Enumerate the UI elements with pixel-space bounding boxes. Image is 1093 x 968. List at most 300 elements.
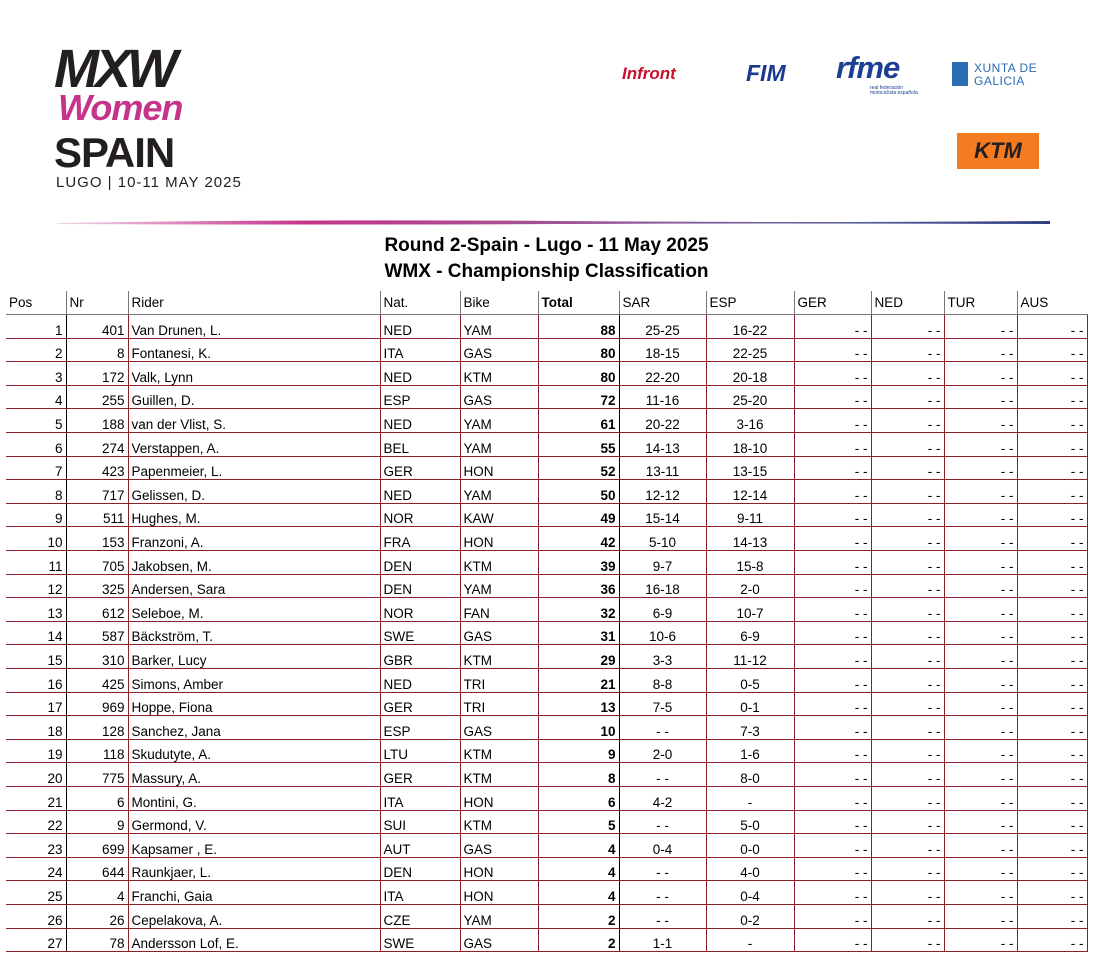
nr-cell: 310 (66, 645, 128, 669)
infront-logo: Infront (622, 64, 676, 83)
nat-cell: NED (380, 362, 460, 386)
nr-cell: 612 (66, 598, 128, 622)
esp-cell: 12-14 (706, 480, 794, 504)
pos-cell: 5 (6, 409, 66, 433)
ger-cell: - - (794, 881, 871, 905)
sar-cell: 12-12 (619, 480, 706, 504)
aus-cell: - - (1017, 598, 1087, 622)
ger-cell: - - (794, 763, 871, 787)
tur-cell: - - (944, 904, 1017, 928)
sar-cell: 15-14 (619, 503, 706, 527)
ger-cell: - - (794, 315, 871, 339)
nr-cell: 255 (66, 385, 128, 409)
sar-cell: 20-22 (619, 409, 706, 433)
bike-cell: KTM (460, 362, 538, 386)
nr-cell: 118 (66, 739, 128, 763)
nat-cell: LTU (380, 739, 460, 763)
rider-cell: Bäckström, T. (128, 621, 380, 645)
total-cell: 80 (538, 362, 619, 386)
ger-cell: - - (794, 810, 871, 834)
ned-cell: - - (871, 739, 944, 763)
aus-cell: - - (1017, 645, 1087, 669)
esp-cell: 6-9 (706, 621, 794, 645)
esp-cell: 20-18 (706, 362, 794, 386)
col-pos: Pos (6, 291, 66, 315)
col-aus: AUS (1017, 291, 1087, 315)
sar-cell: 10-6 (619, 621, 706, 645)
ned-cell: - - (871, 503, 944, 527)
tur-cell: - - (944, 503, 1017, 527)
table-row (6, 763, 1087, 787)
bike-cell: YAM (460, 904, 538, 928)
pos-cell: 17 (6, 692, 66, 716)
esp-cell: 0-5 (706, 669, 794, 693)
nat-cell: ESP (380, 716, 460, 740)
ned-cell: - - (871, 904, 944, 928)
bike-cell: HON (460, 786, 538, 810)
bike-cell: KAW (460, 503, 538, 527)
table-row (6, 527, 1087, 551)
ned-cell: - - (871, 574, 944, 598)
ned-cell: - - (871, 598, 944, 622)
ned-cell: - - (871, 527, 944, 551)
nr-cell: 423 (66, 456, 128, 480)
bike-cell: HON (460, 527, 538, 551)
table-row (6, 598, 1087, 622)
logo-women: Women (58, 87, 183, 128)
nr-cell: 325 (66, 574, 128, 598)
nat-cell: NED (380, 315, 460, 339)
ger-cell: - - (794, 786, 871, 810)
esp-cell: 10-7 (706, 598, 794, 622)
ned-cell: - - (871, 786, 944, 810)
nr-cell: 401 (66, 315, 128, 339)
aus-cell: - - (1017, 669, 1087, 693)
total-cell: 8 (538, 763, 619, 787)
table-row (6, 810, 1087, 834)
nr-cell: 274 (66, 433, 128, 457)
rider-cell: Van Drunen, L. (128, 315, 380, 339)
total-cell: 29 (538, 645, 619, 669)
event-logo (54, 40, 314, 200)
total-cell: 4 (538, 834, 619, 858)
classification-title: WMX - Championship Classification (384, 261, 709, 282)
header-stripe (57, 218, 1050, 226)
ned-cell: - - (871, 834, 944, 858)
ned-cell: - - (871, 362, 944, 386)
ned-cell: - - (871, 480, 944, 504)
rider-cell: Barker, Lucy (128, 645, 380, 669)
table-row (6, 621, 1087, 645)
ger-cell: - - (794, 527, 871, 551)
classification-table (6, 291, 1088, 952)
total-cell: 88 (538, 315, 619, 339)
tur-cell: - - (944, 338, 1017, 362)
bike-cell: HON (460, 456, 538, 480)
esp-cell: 11-12 (706, 645, 794, 669)
pos-cell: 11 (6, 551, 66, 575)
round-title: Round 2-Spain - Lugo - 11 May 2025 (384, 235, 709, 256)
rider-cell: Fontanesi, K. (128, 338, 380, 362)
ned-cell: - - (871, 763, 944, 787)
bike-cell: GAS (460, 621, 538, 645)
total-cell: 21 (538, 669, 619, 693)
rider-cell: Raunkjaer, L. (128, 857, 380, 881)
pos-cell: 9 (6, 503, 66, 527)
bike-cell: TRI (460, 669, 538, 693)
rider-cell: Germond, V. (128, 810, 380, 834)
bike-cell: HON (460, 857, 538, 881)
nat-cell: DEN (380, 574, 460, 598)
tur-cell: - - (944, 527, 1017, 551)
pos-cell: 16 (6, 669, 66, 693)
sar-cell: - - (619, 881, 706, 905)
aus-cell: - - (1017, 621, 1087, 645)
sar-cell: 8-8 (619, 669, 706, 693)
pos-cell: 7 (6, 456, 66, 480)
nat-cell: NED (380, 409, 460, 433)
aus-cell: - - (1017, 881, 1087, 905)
nr-cell: 78 (66, 928, 128, 952)
pos-cell: 18 (6, 716, 66, 740)
ger-cell: - - (794, 409, 871, 433)
nat-cell: NED (380, 669, 460, 693)
tur-cell: - - (944, 385, 1017, 409)
esp-cell: 18-10 (706, 433, 794, 457)
rider-cell: Valk, Lynn (128, 362, 380, 386)
nat-cell: FRA (380, 527, 460, 551)
table-row (6, 503, 1087, 527)
table-row (6, 692, 1087, 716)
sar-cell: 5-10 (619, 527, 706, 551)
tur-cell: - - (944, 409, 1017, 433)
nr-cell: 188 (66, 409, 128, 433)
total-cell: 52 (538, 456, 619, 480)
sar-cell: 16-18 (619, 574, 706, 598)
rider-cell: Sanchez, Jana (128, 716, 380, 740)
pos-cell: 1 (6, 315, 66, 339)
ned-cell: - - (871, 551, 944, 575)
ktm-logo: KTM (957, 133, 1039, 169)
ger-cell: - - (794, 857, 871, 881)
sar-cell: 2-0 (619, 739, 706, 763)
tur-cell: - - (944, 645, 1017, 669)
esp-cell: 8-0 (706, 763, 794, 787)
total-cell: 49 (538, 503, 619, 527)
ned-cell: - - (871, 857, 944, 881)
total-cell: 32 (538, 598, 619, 622)
ger-cell: - - (794, 834, 871, 858)
aus-cell: - - (1017, 503, 1087, 527)
aus-cell: - - (1017, 315, 1087, 339)
aus-cell: - - (1017, 456, 1087, 480)
sar-cell: 9-7 (619, 551, 706, 575)
nr-cell: 717 (66, 480, 128, 504)
total-cell: 13 (538, 692, 619, 716)
pos-cell: 6 (6, 433, 66, 457)
sar-cell: 3-3 (619, 645, 706, 669)
tur-cell: - - (944, 315, 1017, 339)
event-dates: LUGO | 10-11 MAY 2025 (56, 174, 242, 191)
rider-cell: Hoppe, Fiona (128, 692, 380, 716)
ger-cell: - - (794, 551, 871, 575)
rider-cell: Andersson Lof, E. (128, 928, 380, 952)
pos-cell: 3 (6, 362, 66, 386)
pos-cell: 20 (6, 763, 66, 787)
ned-cell: - - (871, 928, 944, 952)
nat-cell: DEN (380, 551, 460, 575)
total-cell: 36 (538, 574, 619, 598)
total-cell: 5 (538, 810, 619, 834)
col-nat: Nat. (380, 291, 460, 315)
nat-cell: GER (380, 692, 460, 716)
ned-cell: - - (871, 810, 944, 834)
total-cell: 9 (538, 739, 619, 763)
pos-cell: 10 (6, 527, 66, 551)
bike-cell: YAM (460, 480, 538, 504)
rider-cell: Hughes, M. (128, 503, 380, 527)
table-row (6, 433, 1087, 457)
tur-cell: - - (944, 881, 1017, 905)
aus-cell: - - (1017, 692, 1087, 716)
tur-cell: - - (944, 480, 1017, 504)
ger-cell: - - (794, 716, 871, 740)
nr-cell: 587 (66, 621, 128, 645)
ned-cell: - - (871, 409, 944, 433)
total-cell: 10 (538, 716, 619, 740)
ned-cell: - - (871, 433, 944, 457)
total-cell: 42 (538, 527, 619, 551)
ned-cell: - - (871, 338, 944, 362)
total-cell: 31 (538, 621, 619, 645)
nr-cell: 511 (66, 503, 128, 527)
table-row (6, 834, 1087, 858)
col-nr: Nr (66, 291, 128, 315)
aus-cell: - - (1017, 362, 1087, 386)
table-row (6, 645, 1087, 669)
nat-cell: ESP (380, 385, 460, 409)
table-row (6, 409, 1087, 433)
aus-cell: - - (1017, 527, 1087, 551)
nat-cell: DEN (380, 857, 460, 881)
nr-cell: 4 (66, 881, 128, 905)
col-rider: Rider (128, 291, 380, 315)
pos-cell: 13 (6, 598, 66, 622)
rider-cell: Andersen, Sara (128, 574, 380, 598)
col-total: Total (538, 291, 619, 315)
tur-cell: - - (944, 786, 1017, 810)
nat-cell: SWE (380, 928, 460, 952)
bike-cell: GAS (460, 385, 538, 409)
nat-cell: GBR (380, 645, 460, 669)
nr-cell: 699 (66, 834, 128, 858)
esp-cell: - (706, 928, 794, 952)
aus-cell: - - (1017, 480, 1087, 504)
total-cell: 80 (538, 338, 619, 362)
nr-cell: 9 (66, 810, 128, 834)
ger-cell: - - (794, 645, 871, 669)
aus-cell: - - (1017, 409, 1087, 433)
tur-cell: - - (944, 669, 1017, 693)
ger-cell: - - (794, 621, 871, 645)
ger-cell: - - (794, 480, 871, 504)
nat-cell: NOR (380, 503, 460, 527)
nr-cell: 128 (66, 716, 128, 740)
pos-cell: 23 (6, 834, 66, 858)
ned-cell: - - (871, 881, 944, 905)
event-country: SPAIN (54, 129, 175, 176)
ger-cell: - - (794, 338, 871, 362)
sar-cell: - - (619, 810, 706, 834)
tur-cell: - - (944, 433, 1017, 457)
nat-cell: GER (380, 763, 460, 787)
ger-cell: - - (794, 692, 871, 716)
col-esp: ESP (706, 291, 794, 315)
ned-cell: - - (871, 315, 944, 339)
rider-cell: Verstappen, A. (128, 433, 380, 457)
sar-cell: 6-9 (619, 598, 706, 622)
ned-cell: - - (871, 645, 944, 669)
esp-cell: 2-0 (706, 574, 794, 598)
nr-cell: 172 (66, 362, 128, 386)
table-row (6, 385, 1087, 409)
aus-cell: - - (1017, 857, 1087, 881)
nat-cell: ITA (380, 881, 460, 905)
tur-cell: - - (944, 857, 1017, 881)
bike-cell: YAM (460, 409, 538, 433)
sar-cell: - - (619, 857, 706, 881)
pos-cell: 12 (6, 574, 66, 598)
ned-cell: - - (871, 692, 944, 716)
esp-cell: 5-0 (706, 810, 794, 834)
esp-cell: 16-22 (706, 315, 794, 339)
ger-cell: - - (794, 669, 871, 693)
table-row (6, 786, 1087, 810)
bike-cell: FAN (460, 598, 538, 622)
table-header-row (6, 291, 1087, 315)
rider-cell: Skudutyte, A. (128, 739, 380, 763)
nr-cell: 644 (66, 857, 128, 881)
table-row (6, 928, 1087, 952)
tur-cell: - - (944, 598, 1017, 622)
table-row (6, 857, 1087, 881)
sar-cell: - - (619, 904, 706, 928)
pos-cell: 14 (6, 621, 66, 645)
pos-cell: 25 (6, 881, 66, 905)
total-cell: 50 (538, 480, 619, 504)
pos-cell: 15 (6, 645, 66, 669)
table-row (6, 669, 1087, 693)
pos-cell: 4 (6, 385, 66, 409)
aus-cell: - - (1017, 551, 1087, 575)
rider-cell: Guillen, D. (128, 385, 380, 409)
tur-cell: - - (944, 551, 1017, 575)
ned-cell: - - (871, 456, 944, 480)
xunta-logo: XUNTA DE GALICIA (974, 61, 1038, 88)
ger-cell: - - (794, 456, 871, 480)
esp-cell: 13-15 (706, 456, 794, 480)
table-row (6, 315, 1087, 339)
aus-cell: - - (1017, 834, 1087, 858)
sar-cell: 14-13 (619, 433, 706, 457)
sar-cell: 4-2 (619, 786, 706, 810)
tur-cell: - - (944, 763, 1017, 787)
esp-cell: 4-0 (706, 857, 794, 881)
rider-cell: Montini, G. (128, 786, 380, 810)
sar-cell: 13-11 (619, 456, 706, 480)
total-cell: 2 (538, 904, 619, 928)
tur-cell: - - (944, 834, 1017, 858)
aus-cell: - - (1017, 716, 1087, 740)
esp-cell: 14-13 (706, 527, 794, 551)
bike-cell: YAM (460, 315, 538, 339)
aus-cell: - - (1017, 385, 1087, 409)
nr-cell: 8 (66, 338, 128, 362)
total-cell: 2 (538, 928, 619, 952)
aus-cell: - - (1017, 433, 1087, 457)
pos-cell: 27 (6, 928, 66, 952)
rider-cell: Papenmeier, L. (128, 456, 380, 480)
table-row (6, 904, 1087, 928)
esp-cell: 15-8 (706, 551, 794, 575)
sar-cell: 11-16 (619, 385, 706, 409)
tur-cell: - - (944, 692, 1017, 716)
aus-cell: - - (1017, 763, 1087, 787)
aus-cell: - - (1017, 786, 1087, 810)
ger-cell: - - (794, 433, 871, 457)
nat-cell: BEL (380, 433, 460, 457)
bike-cell: HON (460, 881, 538, 905)
table-row (6, 480, 1087, 504)
sar-cell: 22-20 (619, 362, 706, 386)
nr-cell: 26 (66, 904, 128, 928)
total-cell: 55 (538, 433, 619, 457)
bike-cell: KTM (460, 645, 538, 669)
pos-cell: 21 (6, 786, 66, 810)
tur-cell: - - (944, 621, 1017, 645)
ger-cell: - - (794, 739, 871, 763)
ned-cell: - - (871, 385, 944, 409)
esp-cell: 7-3 (706, 716, 794, 740)
pos-cell: 22 (6, 810, 66, 834)
bike-cell: YAM (460, 574, 538, 598)
aus-cell: - - (1017, 739, 1087, 763)
esp-cell: 0-1 (706, 692, 794, 716)
total-cell: 4 (538, 857, 619, 881)
xunta-crest-icon (952, 62, 968, 86)
bike-cell: KTM (460, 763, 538, 787)
esp-cell: 1-6 (706, 739, 794, 763)
nat-cell: AUT (380, 834, 460, 858)
col-ned: NED (871, 291, 944, 315)
total-cell: 39 (538, 551, 619, 575)
fim-logo: FIM (746, 60, 786, 86)
total-cell: 72 (538, 385, 619, 409)
table-row (6, 456, 1087, 480)
nr-cell: 969 (66, 692, 128, 716)
nat-cell: SUI (380, 810, 460, 834)
nr-cell: 425 (66, 669, 128, 693)
rider-cell: Gelissen, D. (128, 480, 380, 504)
rider-cell: Franzoni, A. (128, 527, 380, 551)
aus-cell: - - (1017, 574, 1087, 598)
esp-cell: 22-25 (706, 338, 794, 362)
bike-cell: YAM (460, 433, 538, 457)
rider-cell: Kapsamer , E. (128, 834, 380, 858)
logo-mxw: MXW (54, 39, 174, 99)
col-sar: SAR (619, 291, 706, 315)
ned-cell: - - (871, 716, 944, 740)
